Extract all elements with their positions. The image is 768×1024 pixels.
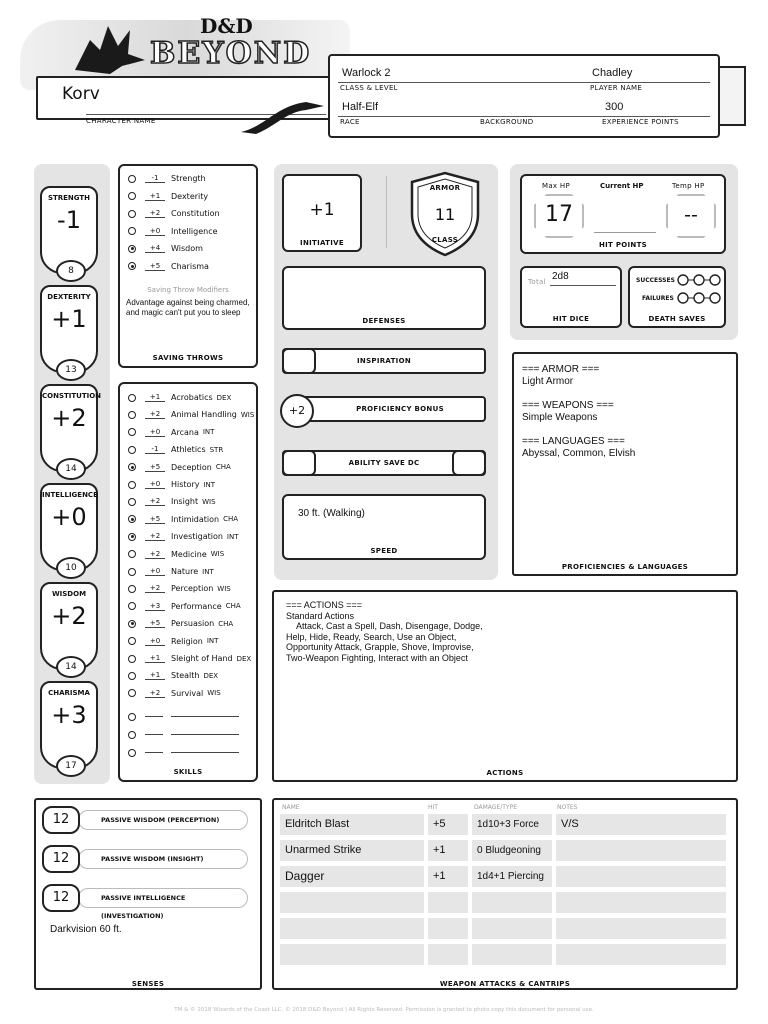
skill-insight bbox=[128, 493, 216, 510]
actions-title: ACTIONS bbox=[486, 769, 524, 777]
proficiency-dot[interactable] bbox=[128, 481, 136, 489]
skill-attribute: INT bbox=[226, 532, 239, 541]
actions-line-1: Attack, Cast a Spell, Dash, Disengage, Dodge, bbox=[296, 621, 483, 631]
skill-name: Stealth bbox=[171, 671, 200, 681]
death-saves-successes-label: SUCCESSES bbox=[636, 277, 675, 284]
saving-throw-name: Strength bbox=[171, 174, 206, 183]
ability-intelligence bbox=[40, 483, 98, 571]
proficiency-dot[interactable] bbox=[128, 550, 136, 558]
weapon-name-cell[interactable] bbox=[280, 944, 424, 965]
character-name-label: CHARACTER NAME bbox=[86, 117, 156, 125]
weapon-damage-cell[interactable] bbox=[472, 944, 552, 965]
armor-class-label-top: ARMOR bbox=[429, 184, 461, 192]
skill-religion bbox=[128, 633, 218, 650]
proficiency-dot[interactable] bbox=[128, 498, 136, 506]
proficiency-bonus-bar bbox=[300, 396, 486, 422]
proficiency-dot[interactable] bbox=[128, 210, 136, 218]
ability-save-dc-label: ABILITY SAVE DC bbox=[348, 459, 420, 467]
armor-header: === ARMOR === bbox=[522, 364, 600, 375]
skill-modifier: +2 bbox=[145, 497, 165, 506]
saving-throw-name: Intelligence bbox=[171, 226, 218, 236]
skill-animal-handling bbox=[128, 406, 254, 423]
race-label: RACE bbox=[340, 118, 360, 126]
max-hp-label: Max HP bbox=[542, 182, 570, 190]
skill-name: Arcana bbox=[171, 427, 199, 437]
proficiency-dot[interactable] bbox=[128, 533, 136, 541]
weapon-damage-cell[interactable]: 1d4+1 Piercing bbox=[472, 866, 552, 887]
saving-throw-list bbox=[128, 170, 258, 280]
saving-throw-modifier: +4 bbox=[145, 244, 165, 253]
weapons-list: Simple Weapons bbox=[522, 412, 598, 423]
speed-value[interactable]: 30 ft. (Walking) bbox=[298, 508, 365, 519]
ability-dexterity bbox=[40, 285, 98, 373]
proficiency-dot[interactable] bbox=[128, 568, 136, 576]
skill-modifier: +5 bbox=[145, 463, 165, 472]
passive-perception-row bbox=[42, 806, 248, 834]
weapon-name-cell[interactable]: Eldritch Blast bbox=[280, 814, 424, 835]
background-label: BACKGROUND bbox=[480, 118, 534, 126]
skill-attribute: WIS bbox=[210, 550, 225, 559]
hit-points-title: HIT POINTS bbox=[598, 241, 648, 249]
header-line-2 bbox=[338, 116, 710, 117]
current-hp-label: Current HP bbox=[600, 182, 644, 190]
languages-header: === LANGUAGES === bbox=[522, 436, 625, 447]
proficiency-dot[interactable] bbox=[128, 515, 136, 523]
skill-name: Athletics bbox=[171, 445, 206, 455]
logo-dnd: D&D bbox=[200, 14, 253, 38]
skill-deception bbox=[128, 459, 231, 476]
proficiency-dot[interactable] bbox=[128, 672, 136, 680]
ability-name: DEXTERITY bbox=[47, 293, 91, 301]
ability-score[interactable]: 17 bbox=[56, 755, 86, 777]
ability-score[interactable]: 13 bbox=[56, 359, 86, 381]
skill-modifier: +5 bbox=[145, 515, 165, 524]
proficiency-dot[interactable] bbox=[128, 245, 136, 253]
weapons-header: === WEAPONS === bbox=[522, 400, 614, 411]
skill-name: Performance bbox=[171, 601, 222, 611]
ability-charisma bbox=[40, 681, 98, 769]
weapon-notes-cell[interactable] bbox=[556, 918, 726, 939]
proficiency-bonus-value[interactable]: +2 bbox=[280, 394, 314, 428]
proficiency-dot[interactable] bbox=[128, 446, 136, 454]
actions-subheader: Standard Actions bbox=[286, 610, 355, 621]
languages-list: Abyssal, Common, Elvish bbox=[522, 448, 636, 459]
skill-attribute: WIS bbox=[217, 584, 231, 593]
death-saves-label: DEATH SAVES bbox=[648, 315, 706, 323]
ability-strength bbox=[40, 186, 98, 274]
class-level-label: CLASS & LEVEL bbox=[340, 84, 398, 92]
skill-attribute: CHA bbox=[218, 619, 234, 628]
ability-constitution bbox=[40, 384, 102, 474]
skill-modifier: +0 bbox=[145, 637, 165, 646]
ability-save-dc-bar[interactable] bbox=[282, 450, 486, 476]
ability-modifier[interactable]: +3 bbox=[51, 701, 87, 729]
death-saves-box bbox=[628, 266, 726, 328]
saving-throw-modifier: +5 bbox=[145, 262, 165, 271]
skill-modifier: +1 bbox=[145, 654, 165, 663]
initiative-label: INITIATIVE bbox=[300, 239, 344, 247]
skill-name: Perception bbox=[171, 584, 214, 594]
death-saves-failures-label: FAILURES bbox=[642, 295, 674, 302]
skill-modifier: +0 bbox=[145, 480, 165, 489]
weapon-attacks-title: WEAPON ATTACKS & CANTRIPS bbox=[439, 980, 571, 988]
passive-insight-label: PASSIVE WISDOM (INSIGHT) bbox=[78, 849, 248, 869]
skill-attribute: CHA bbox=[223, 515, 239, 524]
ability-score[interactable]: 14 bbox=[56, 458, 86, 480]
saving-throw-modifiers-label: Saving Throw Modifiers bbox=[147, 286, 229, 294]
weapon-hit-cell[interactable] bbox=[428, 892, 468, 913]
passive-perception-value[interactable]: 12 bbox=[42, 806, 80, 834]
skill-history bbox=[128, 476, 215, 493]
weapon-damage-cell[interactable]: 0 Bludgeoning bbox=[472, 840, 552, 861]
ability-wisdom bbox=[40, 582, 98, 670]
ability-modifier[interactable]: -1 bbox=[57, 206, 81, 234]
proficiency-dot[interactable] bbox=[128, 585, 136, 593]
skill-attribute: DEX bbox=[216, 393, 232, 402]
skills-title: SKILLS bbox=[173, 768, 203, 776]
saving-throw-constitution bbox=[128, 205, 220, 222]
inspiration-label: INSPIRATION bbox=[357, 357, 411, 365]
saving-throws-title: SAVING THROWS bbox=[152, 354, 224, 362]
custom-skill-dot-1[interactable] bbox=[128, 713, 136, 721]
saving-throw-strength bbox=[128, 170, 206, 187]
skill-modifier: +1 bbox=[145, 393, 165, 402]
saving-throw-dexterity bbox=[128, 188, 208, 205]
skill-attribute: CHA bbox=[225, 602, 241, 611]
hit-dice-box bbox=[520, 266, 622, 328]
skill-modifier: +0 bbox=[145, 567, 165, 576]
header-line-1 bbox=[338, 82, 710, 83]
proficiency-bonus-label: PROFICIENCY BONUS bbox=[356, 405, 444, 413]
skill-investigation bbox=[128, 528, 239, 545]
skill-name: Religion bbox=[171, 636, 203, 646]
weapon-notes-cell[interactable] bbox=[556, 840, 726, 861]
skill-survival bbox=[128, 685, 221, 702]
skill-name: Sleight of Hand bbox=[171, 654, 233, 663]
saving-throw-modifiers: Advantage against being charmed, and magic can't put you to sleep bbox=[126, 298, 250, 317]
logo-beyond: BEYOND bbox=[150, 36, 312, 71]
proficiency-dot[interactable] bbox=[128, 411, 136, 419]
skill-arcana bbox=[128, 424, 214, 441]
skill-name: Nature bbox=[171, 567, 199, 576]
passive-investigation-label: PASSIVE INTELLIGENCE (INVESTIGATION) bbox=[78, 888, 248, 908]
skill-modifier: +2 bbox=[145, 584, 165, 593]
skill-athletics bbox=[128, 441, 223, 458]
saving-throw-name: Charisma bbox=[171, 261, 209, 271]
armor-class-label-bottom: CLASS bbox=[431, 236, 459, 244]
custom-skill-dot-3[interactable] bbox=[128, 749, 136, 757]
proficiencies-content bbox=[522, 364, 635, 460]
skill-intimidation bbox=[128, 511, 238, 528]
skill-name: Deception bbox=[171, 462, 212, 472]
col-name: NAME bbox=[282, 804, 300, 811]
temp-hp-label: Temp HP bbox=[672, 182, 705, 190]
proficiency-dot[interactable] bbox=[128, 227, 136, 235]
saving-throw-name: Constitution bbox=[171, 209, 220, 218]
skill-name: History bbox=[171, 480, 200, 489]
inspiration-bar[interactable] bbox=[282, 348, 486, 374]
defenses-label: DEFENSES bbox=[362, 317, 406, 325]
passive-investigation-row bbox=[42, 884, 248, 920]
ability-name: CONSTITUTION bbox=[42, 392, 102, 400]
skill-attribute: WIS bbox=[207, 689, 221, 698]
actions-content bbox=[286, 600, 483, 663]
dragon-logo-icon bbox=[70, 20, 150, 76]
ability-name: STRENGTH bbox=[47, 194, 91, 202]
weapon-damage-cell[interactable] bbox=[472, 892, 552, 913]
skill-name: Persuasion bbox=[171, 619, 215, 629]
saving-throw-charisma bbox=[128, 258, 209, 275]
proficiency-dot[interactable] bbox=[128, 655, 136, 663]
proficiencies-panel bbox=[512, 352, 738, 576]
skill-attribute: INT bbox=[203, 480, 216, 489]
skill-attribute: CHA bbox=[215, 463, 231, 472]
temp-hp-value[interactable]: -- bbox=[684, 204, 698, 226]
saving-throw-modifier: +2 bbox=[145, 209, 165, 218]
passive-investigation-value[interactable]: 12 bbox=[42, 884, 80, 912]
experience-points[interactable]: 300 bbox=[605, 101, 624, 113]
proficiency-dot[interactable] bbox=[128, 175, 136, 183]
actions-line-2: Help, Hide, Ready, Search, Use an Object, bbox=[286, 631, 457, 642]
skill-name: Acrobatics bbox=[171, 393, 213, 402]
skill-medicine bbox=[128, 546, 224, 563]
weapon-damage-cell[interactable]: 1d10+3 Force bbox=[472, 814, 552, 835]
col-damage: DAMAGE/TYPE bbox=[474, 804, 517, 811]
weapon-hit-cell[interactable]: +1 bbox=[428, 866, 468, 887]
actions-panel bbox=[272, 590, 738, 782]
ability-name: WISDOM bbox=[51, 590, 87, 598]
header-scroll-wing bbox=[716, 66, 746, 126]
skill-modifier: +2 bbox=[145, 689, 165, 698]
death-save-circles[interactable] bbox=[676, 272, 722, 312]
skill-persuasion bbox=[128, 615, 233, 632]
defenses-box[interactable] bbox=[282, 266, 486, 330]
ability-score[interactable]: 14 bbox=[56, 656, 86, 678]
passive-perception-label: PASSIVE WISDOM (PERCEPTION) bbox=[78, 810, 248, 830]
col-hit: HIT bbox=[428, 804, 438, 811]
skill-modifier: +2 bbox=[145, 532, 165, 541]
player-name-label: PLAYER NAME bbox=[590, 84, 643, 92]
character-name[interactable]: Korv bbox=[62, 84, 100, 104]
skill-attribute: DEX bbox=[203, 671, 219, 680]
weapon-notes-cell[interactable]: V/S bbox=[556, 814, 726, 835]
passive-insight-value[interactable]: 12 bbox=[42, 845, 80, 873]
speed-box bbox=[282, 494, 486, 560]
weapon-name-cell[interactable] bbox=[280, 892, 424, 913]
max-hp-value: 17 bbox=[545, 202, 573, 227]
saving-throw-modifier: +1 bbox=[145, 192, 165, 201]
speed-label: SPEED bbox=[370, 547, 398, 555]
ability-score[interactable]: 8 bbox=[56, 260, 86, 282]
skill-modifier: +0 bbox=[145, 428, 165, 437]
hit-dice-value[interactable]: 2d8 bbox=[552, 271, 569, 282]
proficiency-dot[interactable] bbox=[128, 428, 136, 436]
skill-list bbox=[128, 389, 258, 699]
weapon-notes-cell[interactable] bbox=[556, 892, 726, 913]
ability-score[interactable]: 10 bbox=[56, 557, 86, 579]
weapon-hit-cell[interactable]: +1 bbox=[428, 840, 468, 861]
skill-attribute: INT bbox=[202, 428, 215, 437]
skills-panel bbox=[118, 382, 258, 782]
player-name[interactable]: Chadley bbox=[592, 67, 633, 79]
ability-name: INTELLIGENCE bbox=[42, 491, 98, 499]
hit-points-box bbox=[520, 174, 726, 254]
skill-modifier: -1 bbox=[145, 445, 165, 454]
hit-dice-label: HIT DICE bbox=[552, 315, 590, 323]
skill-name: Investigation bbox=[171, 532, 223, 542]
initiative-value[interactable]: +1 bbox=[309, 200, 335, 220]
ability-modifier[interactable]: +0 bbox=[51, 503, 87, 531]
actions-line-4: Two-Weapon Fighting, Interact with an Object bbox=[286, 652, 468, 663]
saving-throw-modifier: +0 bbox=[145, 227, 165, 236]
proficiency-dot[interactable] bbox=[128, 394, 136, 402]
skill-attribute: INT bbox=[206, 637, 219, 646]
weapon-name-cell[interactable]: Unarmed Strike bbox=[280, 840, 424, 861]
skill-attribute: STR bbox=[209, 445, 224, 454]
saving-throw-intelligence bbox=[128, 223, 218, 240]
weapon-name-cell[interactable] bbox=[280, 918, 424, 939]
dragon-tail-icon bbox=[236, 96, 326, 136]
actions-header: === ACTIONS === bbox=[286, 600, 363, 610]
armor-class-value[interactable]: 11 bbox=[434, 205, 456, 224]
skill-name: Medicine bbox=[171, 549, 207, 559]
skill-acrobatics bbox=[128, 389, 231, 406]
ability-name: CHARISMA bbox=[48, 689, 90, 697]
custom-skill-dot-2[interactable] bbox=[128, 731, 136, 739]
proficiency-dot[interactable] bbox=[128, 689, 136, 697]
hit-dice-line bbox=[550, 285, 616, 286]
skill-nature bbox=[128, 563, 214, 580]
saving-throws-panel bbox=[118, 164, 258, 368]
skill-modifier: +5 bbox=[145, 619, 165, 628]
experience-points-label: EXPERIENCE POINTS bbox=[602, 118, 679, 126]
skill-name: Animal Handling bbox=[171, 410, 237, 420]
proficiencies-title: PROFICIENCIES & LANGUAGES bbox=[561, 563, 689, 571]
skill-modifier: +3 bbox=[145, 602, 165, 611]
hit-dice-total-label: Total bbox=[528, 278, 546, 286]
skill-name: Survival bbox=[171, 688, 204, 698]
weapon-hit-cell[interactable] bbox=[428, 918, 468, 939]
passive-insight-row bbox=[42, 845, 248, 873]
current-hp-line bbox=[594, 232, 656, 233]
proficiency-dot[interactable] bbox=[128, 463, 136, 471]
skill-perception bbox=[128, 580, 231, 597]
saving-throw-wisdom bbox=[128, 240, 203, 257]
skill-stealth bbox=[128, 667, 218, 684]
weapon-hit-cell[interactable] bbox=[428, 944, 468, 965]
proficiency-dot[interactable] bbox=[128, 602, 136, 610]
actions-line-3: Opportunity Attack, Grapple, Shove, Improvise, bbox=[286, 642, 474, 652]
saving-throw-modifier: -1 bbox=[145, 174, 165, 183]
class-level[interactable]: Warlock 2 bbox=[342, 67, 391, 79]
ability-modifier[interactable]: +2 bbox=[51, 404, 87, 432]
darkvision: Darkvision 60 ft. bbox=[50, 924, 122, 935]
ability-modifier[interactable]: +2 bbox=[51, 602, 87, 630]
skill-name: Intimidation bbox=[171, 514, 220, 524]
weapon-hit-cell[interactable]: +5 bbox=[428, 814, 468, 835]
skill-name: Insight bbox=[171, 497, 199, 507]
initiative-box bbox=[282, 174, 362, 252]
skill-modifier: +2 bbox=[145, 550, 165, 559]
saving-throw-name: Dexterity bbox=[171, 191, 209, 201]
footer-copyright: TM & © 2018 Wizards of the Coast LLC. © 2018 D&D Beyond | All Rights Reserved. Permission is granted to photo copy this document for personal use. bbox=[174, 1007, 594, 1013]
col-notes: NOTES bbox=[557, 804, 578, 811]
armor-list: Light Armor bbox=[522, 376, 574, 387]
weapon-damage-cell[interactable] bbox=[472, 918, 552, 939]
skill-sleight-of-hand bbox=[128, 650, 251, 667]
proficiency-dot[interactable] bbox=[128, 637, 136, 645]
weapon-name-cell[interactable]: Dagger bbox=[280, 866, 424, 887]
skill-attribute: DEX bbox=[236, 654, 252, 663]
ability-modifier[interactable]: +1 bbox=[51, 305, 87, 333]
skill-modifier: +1 bbox=[145, 671, 165, 680]
skill-modifier: +2 bbox=[145, 410, 165, 419]
weapon-notes-cell[interactable] bbox=[556, 944, 726, 965]
saving-throw-name: Wisdom bbox=[171, 244, 203, 253]
senses-title: SENSES bbox=[131, 980, 165, 988]
skill-performance bbox=[128, 598, 241, 615]
divider bbox=[386, 176, 387, 248]
skill-attribute: WIS bbox=[202, 497, 216, 506]
race[interactable]: Half-Elf bbox=[342, 101, 379, 113]
proficiency-dot[interactable] bbox=[128, 620, 136, 628]
skill-attribute: INT bbox=[202, 567, 214, 576]
proficiency-dot[interactable] bbox=[128, 192, 136, 200]
skill-attribute: WIS bbox=[240, 410, 255, 419]
proficiency-dot[interactable] bbox=[128, 262, 136, 270]
weapon-notes-cell[interactable] bbox=[556, 866, 726, 887]
